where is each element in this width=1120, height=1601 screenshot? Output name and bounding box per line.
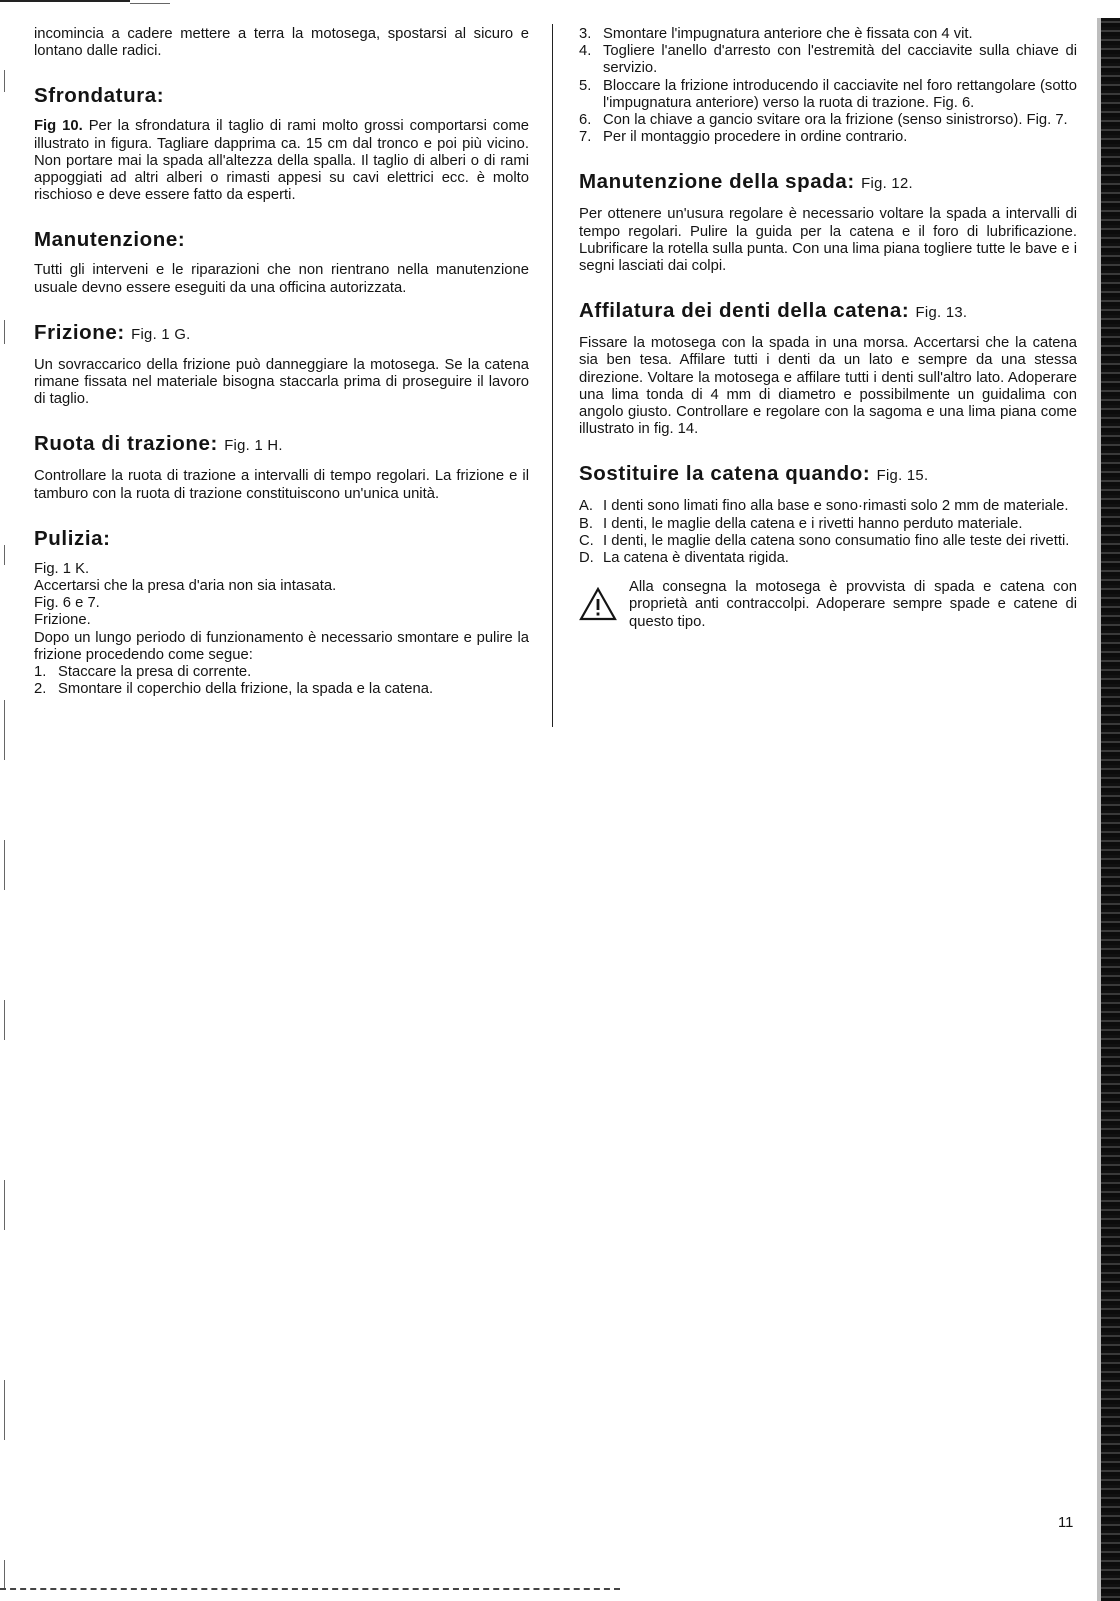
scan-left-tick xyxy=(4,545,5,565)
warning-text: Alla consegna la motosega è provvista di spada e catena con proprietà anti contraccolpi. Adoperare sempre spade e catene di questo tipo. xyxy=(629,579,1077,630)
sfrondatura-text: Per la sfrondatura il taglio di rami molto grossi comportarsi come illustrato in figura. Tagliare dapprima ca. 15 cm dal tronco e poi più vicino. Non portare mai la spada all'altezza della spalla. Il taglio di alberi o di rami appoggiati ad altri alberi o rimasti appesi su cavi elettrici ecc. è molto rischioso e deve essere fatto da esperti. xyxy=(34,118,529,204)
fig-reference: Fig 10. xyxy=(34,118,83,135)
scan-bottom-rule xyxy=(0,1588,620,1590)
fig-reference: Fig. 13. xyxy=(915,305,968,322)
list-number: 1. xyxy=(34,664,47,681)
pulizia-line: Fig. 6 e 7. xyxy=(34,595,100,612)
pulizia-line: Frizione. xyxy=(34,612,91,629)
section-heading-frizione xyxy=(34,321,529,347)
list-number: 3. xyxy=(579,26,592,42)
pulizia-steps-continued xyxy=(579,26,1077,146)
list-number: 5. xyxy=(579,77,592,94)
section-heading-manutenzione-spada xyxy=(579,170,1077,196)
right-column xyxy=(579,26,1077,631)
list-item xyxy=(579,550,1077,567)
scan-left-tick xyxy=(4,70,5,92)
ruota-paragraph: Controllare la ruota di trazione a intervalli di tempo regolari. La frizione e il tamburo con la ruota di trazione constituiscono un'unica unità. xyxy=(34,468,529,502)
list-text: Con la chiave a gancio svitare ora la frizione (senso sinistrorso). Fig. 7. xyxy=(603,112,1068,129)
list-item xyxy=(579,112,1077,129)
pulizia-steps-list xyxy=(34,664,529,698)
list-number: 4. xyxy=(579,43,592,60)
list-item xyxy=(579,516,1077,533)
section-heading-ruota-di-trazione xyxy=(34,432,529,458)
list-text: La catena è diventata rigida. xyxy=(603,550,789,567)
scan-left-tick xyxy=(4,1180,5,1230)
scan-top-mark xyxy=(0,0,130,2)
pulizia-line: Accertarsi che la presa d'aria non sia intasata. xyxy=(34,578,337,595)
affilatura-paragraph: Fissare la motosega con la spada in una morsa. Accertarsi che la catena sia ben tesa. Affilare tutti i denti da un lato e sempre da una stessa direzione. Voltare la motosega e affilare tutti i denti sull'altro lato. Adoperare una lima tonda di 4 mm di diametro e possibilmente un guidalima con angolo giusto. Controllare e regolare con la sagoma e una lima piana come illustrato in fig. 14. xyxy=(579,335,1077,438)
list-text: I denti sono limati fino alla base e sono·rimasti solo 2 mm de materiale. xyxy=(603,498,1069,515)
fig-reference: Fig. 1 H. xyxy=(224,438,283,455)
list-letter: B. xyxy=(579,515,593,532)
scan-left-tick xyxy=(4,1560,5,1590)
left-column xyxy=(34,26,529,698)
scan-left-tick xyxy=(4,320,5,344)
scan-left-tick xyxy=(4,1380,5,1440)
heading-text: Frizione: xyxy=(34,320,125,344)
column-divider xyxy=(552,24,553,727)
section-heading-sostituire-catena xyxy=(579,462,1077,488)
frizione-paragraph: Un sovraccarico della frizione può danneggiare la motosega. Se la catena rimane fissata nel materiale bisogna staccarla prima di proseguire il lavoro di taglio. xyxy=(34,356,529,408)
spada-paragraph: Per ottenere un'usura regolare è necessario voltare la spada a intervalli di tempo regolari. Pulire la guida per la catena e il foro di lubrificazione. Lubrificare la rotella sulla punta. Con una lima piana togliere tutte le bave e i segni lasciati dai colpi. xyxy=(579,206,1077,275)
list-letter: D. xyxy=(579,550,594,567)
section-heading-pulizia: Pulizia: xyxy=(34,526,111,550)
warning-note xyxy=(579,579,1077,631)
pulizia-line: Fig. 1 K. xyxy=(34,560,90,577)
fig-reference: Fig. 15. xyxy=(876,468,929,485)
list-text: I denti, le maglie della catena sono consumatio fino alle teste dei rivetti. xyxy=(603,532,1070,549)
scan-left-tick xyxy=(4,1000,5,1040)
manutenzione-paragraph: Tutti gli interveni e le riparazioni che non rientrano nella manutenzione usuale devno essere eseguiti da una officina autorizzata. xyxy=(34,262,529,296)
list-item xyxy=(579,498,1077,515)
heading-text: Manutenzione della spada: xyxy=(579,170,855,194)
list-text: Per il montaggio procedere in ordine contrario. xyxy=(603,129,908,146)
warning-triangle-icon xyxy=(579,587,617,621)
sostituire-list xyxy=(579,498,1077,567)
list-text: Smontare il coperchio della frizione, la spada e la catena. xyxy=(58,681,434,698)
section-heading-sfrondatura: Sfrondatura: xyxy=(34,84,165,108)
list-item xyxy=(34,681,529,698)
pulizia-line: Dopo un lungo periodo di funzionamento è necessario smontare e pulire la frizione procedendo come segue: xyxy=(34,629,529,663)
list-text: Togliere l'anello d'arresto con l'estremità del cacciavite sulla chiave di servizio. xyxy=(603,43,1077,77)
section-heading-affilatura xyxy=(579,299,1077,325)
fig-reference: Fig. 1 G. xyxy=(131,326,191,343)
list-text: Staccare la presa di corrente. xyxy=(58,664,252,681)
list-item xyxy=(579,26,1077,43)
scan-binding-edge xyxy=(1101,18,1120,1601)
list-letter: A. xyxy=(579,498,593,515)
list-item xyxy=(579,78,1077,112)
scan-top-mark xyxy=(130,3,170,4)
scan-left-tick xyxy=(4,840,5,890)
heading-text: Affilatura dei denti della catena: xyxy=(579,299,910,323)
list-text: Bloccare la frizione introducendo il cacciavite nel foro rettangolare (sotto l'impugnatura anteriore) verso la ruota di trazione. Fig. 6. xyxy=(603,77,1077,111)
list-text: Smontare l'impugnatura anteriore che è fissata con 4 vit. xyxy=(603,26,973,42)
list-item xyxy=(579,533,1077,550)
heading-text: Ruota di trazione: xyxy=(34,432,218,456)
list-item xyxy=(34,664,529,681)
list-text: I denti, le maglie della catena e i rivetti hanno perduto materiale. xyxy=(603,515,1023,532)
scan-left-tick xyxy=(4,700,5,760)
heading-text: Sostituire la catena quando: xyxy=(579,462,871,486)
intro-paragraph: incomincia a cadere mettere a terra la motosega, spostarsi al sicuro e lontano dalle radici. xyxy=(34,26,529,60)
list-item xyxy=(579,43,1077,77)
page-number: 11 xyxy=(1058,1515,1074,1531)
sfrondatura-paragraph xyxy=(34,118,529,204)
list-number: 6. xyxy=(579,112,592,129)
list-number: 7. xyxy=(579,129,592,146)
fig-reference: Fig. 12. xyxy=(861,176,913,193)
list-letter: C. xyxy=(579,532,594,549)
list-item xyxy=(579,129,1077,146)
list-number: 2. xyxy=(34,681,47,698)
section-heading-manutenzione: Manutenzione: xyxy=(34,228,186,252)
